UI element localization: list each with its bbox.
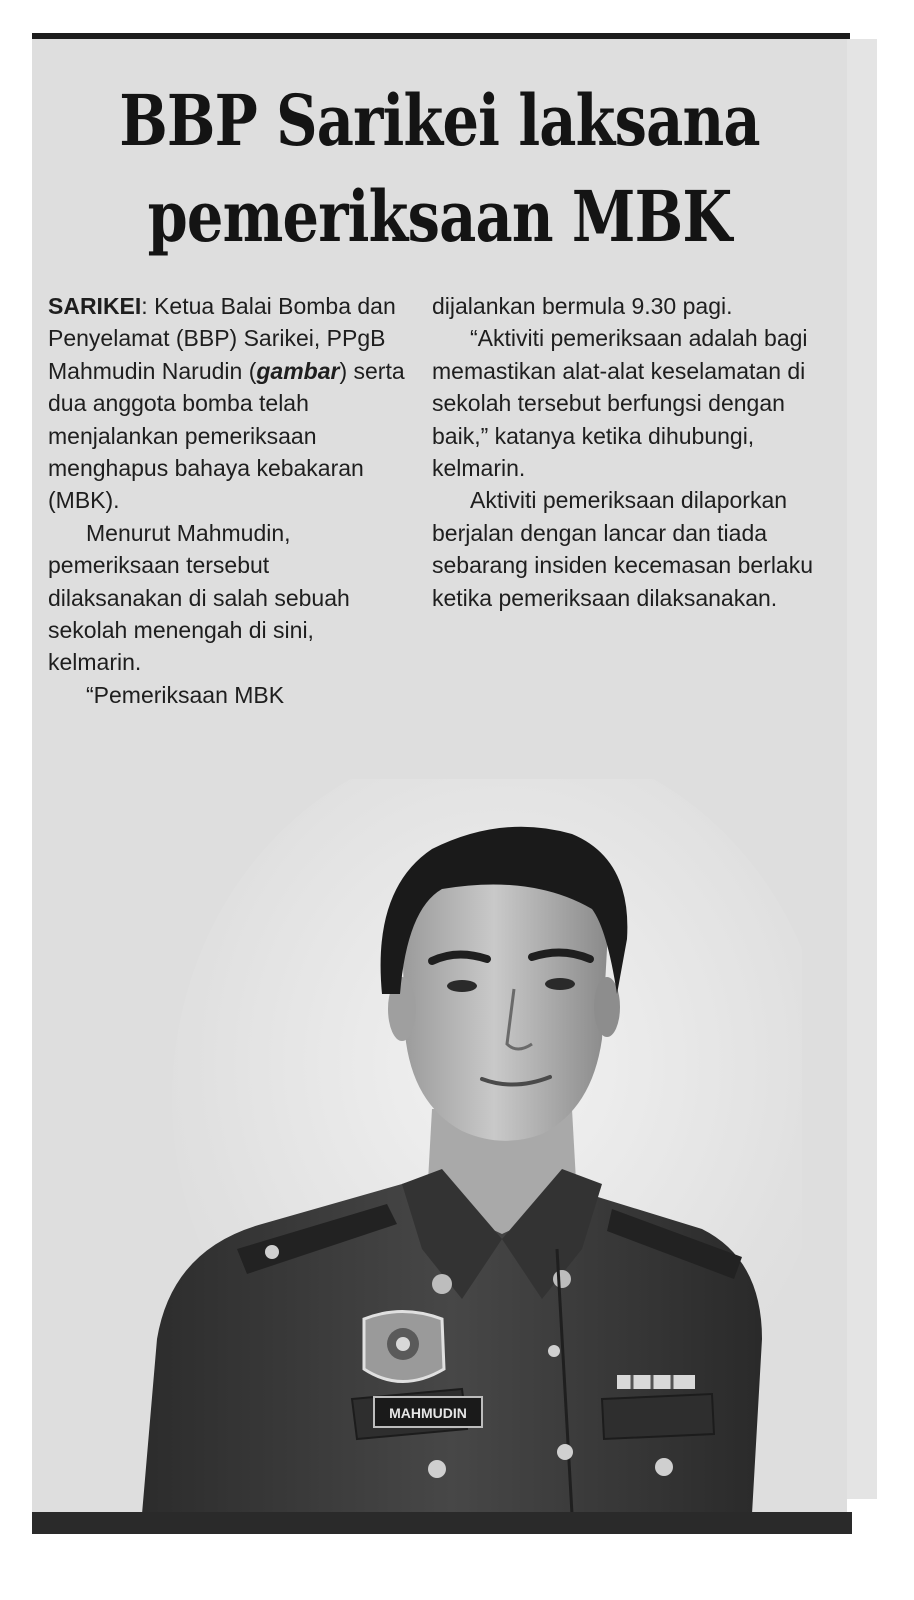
- paragraph-1-text-a: : Ketua Balai Bomba dan Penyelamat (BBP) Sarikei, PPgB Mahmudin Narudin (: [48, 293, 396, 384]
- paragraph-4: “Aktiviti pemeriksaan adalah bagi memastikan alat-alat keselamatan di sekolah tersebut berfungsi dengan baik,” katanya ketika dihubungi, kelmarin.: [432, 325, 808, 482]
- headline: [105, 73, 773, 265]
- article-column-right: [432, 290, 842, 614]
- bottom-rule: [32, 1512, 852, 1534]
- headline-line-2: pemeriksaan MBK: [147, 175, 732, 258]
- paragraph-1: [48, 290, 408, 517]
- adjacent-page-strip: [847, 39, 877, 1499]
- photo-reference: gambar: [256, 357, 340, 384]
- newspaper-clipping: [32, 39, 847, 1534]
- headline-line-1: BBP Sarikei laksana: [119, 79, 760, 162]
- article-column-left: [48, 290, 408, 711]
- paragraph-5: Aktiviti pemeriksaan dilaporkan berjalan dengan lancar dan tiada sebarang insiden kecemasan berlaku ketika pemeriksaan dilaksanakan.: [432, 487, 814, 611]
- name-tag-text: MAHMUDIN: [389, 1405, 467, 1421]
- paragraph-3-start: “Pemeriksaan MBK: [86, 681, 285, 708]
- fire-department-badge-icon: [364, 1312, 444, 1382]
- paragraph-1-text-b: ) serta dua anggota bomba telah menjalankan pemeriksaan menghapus bahaya kebakaran (MBK).: [48, 357, 405, 514]
- dateline: SARIKEI: [48, 293, 142, 319]
- paragraph-2: Menurut Mahmudin, pemeriksaan tersebut dilaksanakan di salah sebuah sekolah menengah di sini, kelmarin.: [48, 519, 350, 676]
- paragraph-3-end: dijalankan bermula 9.30 pagi.: [432, 293, 733, 319]
- officer-portrait-photo: [102, 779, 802, 1514]
